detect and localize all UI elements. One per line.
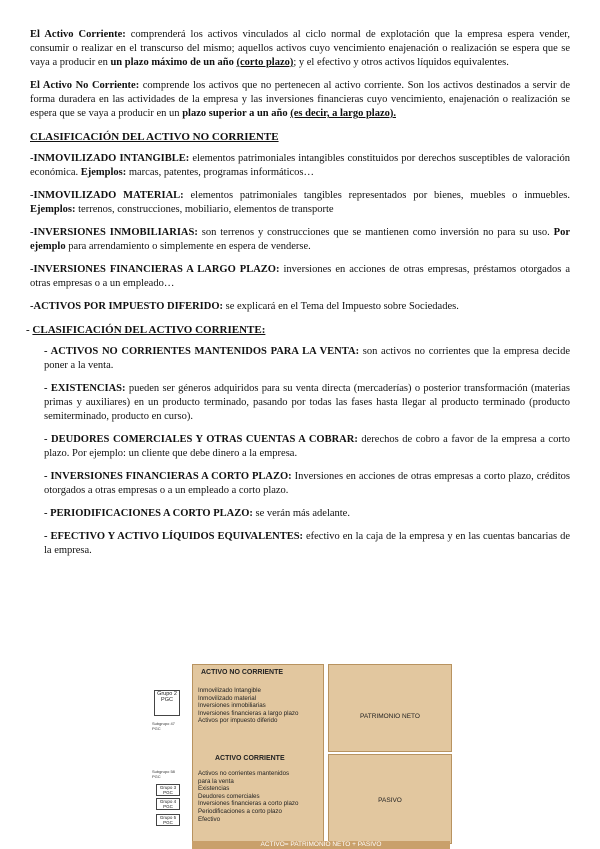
- heading-activo-no-corriente: CLASIFICACIÓN DEL ACTIVO NO CORRIENTE: [30, 131, 279, 143]
- activo-corriente-list: [198, 770, 298, 823]
- c-item-lead: - EFECTIVO Y ACTIVO LÍQUIDOS EQUIVALENTES:: [44, 531, 304, 542]
- diagram-list-item: Activos por impuesto diferido: [198, 717, 278, 725]
- nc-item: [30, 152, 570, 180]
- diagram-list-item: Inmovilizado material: [198, 694, 257, 702]
- c-item: [44, 507, 570, 521]
- pasivo-label: PASIVO: [378, 797, 402, 804]
- balance-sheet-diagram: [150, 664, 452, 848]
- c-item: [44, 433, 570, 461]
- document-page: [26, 28, 571, 567]
- bold-underlined-text: (es decir, a largo plazo).: [290, 108, 396, 119]
- nc-item-lead: -INVERSIONES INMOBILIARIAS:: [30, 227, 198, 238]
- nc-item-text: son terrenos y construcciones que se mantienen como inversión no para su uso.: [197, 227, 554, 238]
- diagram-list-item: Efectivo: [198, 815, 221, 823]
- bold-text: un plazo máximo de un año: [110, 57, 234, 68]
- nc-item-text: elementos patrimoniales intangibles constituidos por derechos susceptibles de valoración económica.: [30, 153, 570, 178]
- paragraph-activo-corriente: [30, 28, 570, 70]
- nc-item: [30, 189, 570, 217]
- diagram-list-item: Deudores comerciales: [198, 792, 260, 800]
- paragraph-text: comprende los activos que no pertenecen al activo corriente. Son los activos destinados a servir de forma duradera en las actividades de la empresa y las inversiones financieras cuyo vencimiento, enajenación o realización se espera que se vaya a producir en un: [30, 80, 570, 119]
- c-item-list: [30, 345, 570, 558]
- balance-equation: ACTIVO= PATRIMONIO NETO + PASIVO: [192, 841, 450, 849]
- grupo3-label: Grupo 3 PGC: [156, 784, 180, 796]
- term-activo-corriente: El Activo Corriente:: [30, 29, 126, 40]
- activo-corriente-title: ACTIVO CORRIENTE: [215, 755, 285, 762]
- paragraph-activo-no-corriente: [30, 79, 570, 121]
- activo-no-corriente-list: [198, 687, 298, 725]
- nc-item: [30, 300, 570, 314]
- c-item: [44, 530, 570, 558]
- nc-item-text: elementos patrimoniales tangibles representados por bienes, muebles o inmuebles.: [183, 190, 571, 201]
- pasivo-box: [328, 754, 452, 844]
- c-item-text: pueden ser géneros adquiridos para su venta directa (mercaderías) o posterior transformación (materias primas y auxiliares) en un producto terminado, pasando por todas las fases hasta llegar al producto terminado (producto semiterminado, producto en curso).: [44, 383, 571, 422]
- paragraph-tail: ; y el efectivo y otros activos líquidos equivalentes.: [293, 57, 509, 68]
- diagram-list-item: Inversiones inmobiliarias: [198, 702, 266, 710]
- c-item-lead: - EXISTENCIAS:: [44, 383, 126, 394]
- diagram-list-item: Periodificaciones a corto plazo: [198, 807, 282, 815]
- nc-item-example-label: Por ejemplo: [30, 227, 570, 252]
- activo-no-corriente-title: ACTIVO NO CORRIENTE: [201, 669, 284, 676]
- patrimonio-neto-box: [328, 664, 452, 752]
- diagram-list-item: Activos no corrientes mantenidos: [198, 770, 290, 777]
- nc-item-lead: -INMOVILIZADO MATERIAL:: [30, 190, 184, 201]
- diagram-list-item: Existencias: [198, 785, 230, 793]
- diagram-list-item: Inmovilizado Intangible: [198, 687, 261, 694]
- nc-item-text: inversiones en acciones de otras empresas, préstamos otorgados a otras empresas o a un empleado…: [30, 264, 571, 289]
- c-item-text: efectivo en la caja de la empresa y en las cuentas bancarias de la empresa.: [44, 531, 570, 556]
- c-item: [44, 470, 570, 498]
- c-item: [44, 382, 570, 424]
- diagram-list-item: Inversiones financieras a largo plazo: [198, 709, 299, 717]
- nc-item-tail: para arrendamiento o simplemente en espera de venderse.: [65, 241, 311, 252]
- patrimonio-neto-label: PATRIMONIO NETO: [360, 713, 420, 720]
- c-item-lead: - DEUDORES COMERCIALES Y OTRAS CUENTAS A COBRAR:: [44, 434, 358, 445]
- c-item-lead: - INVERSIONES FINANCIERAS A CORTO PLAZO:: [44, 471, 292, 482]
- nc-item: [30, 263, 570, 291]
- c-item-text: son activos no corrientes que la empresa decide poner a la venta.: [44, 346, 571, 371]
- subgrupo47-label: Subgrupo 47 PGC: [152, 721, 175, 731]
- nc-item-lead: -ACTIVOS POR IMPUESTO DIFERIDO:: [30, 301, 223, 312]
- nc-item-text: se explicará en el Tema del Impuesto sobre Sociedades.: [223, 301, 459, 312]
- paragraph-text: comprenderá los activos vinculados al ciclo normal de explotación que la empresa espera vender, consumir o realizar en el transcurso del mismo; aquellos activos cuyo vencimiento enajenación o realización se espera que se vaya a producir en: [30, 29, 570, 68]
- nc-item-tail: terrenos, construcciones, mobiliario, elementos de transporte: [75, 204, 334, 215]
- c-item: [44, 345, 570, 373]
- c-item-lead: - ACTIVOS NO CORRIENTES MANTENIDOS PARA LA VENTA:: [44, 346, 360, 357]
- c-item-text: se verán más adelante.: [252, 508, 350, 519]
- nc-item-example-label: Ejemplos:: [30, 204, 76, 215]
- c-item-text: derechos de cobro a favor de la empresa a corto plazo. Por ejemplo: un cliente que debe dinero a la empresa.: [44, 434, 570, 459]
- activo-box: [192, 664, 324, 844]
- heading-activo-corriente: [26, 323, 570, 337]
- nc-item-lead: -INVERSIONES FINANCIERAS A LARGO PLAZO:: [30, 264, 280, 275]
- nc-item-example-label: Ejemplos:: [80, 167, 127, 178]
- grupo2-label: Grupo 2 PGC: [154, 690, 180, 716]
- subgrupo58-label: Subgrupo 58 PGC: [152, 769, 175, 779]
- nc-item-list: [30, 152, 570, 314]
- nc-item: [30, 226, 570, 254]
- term-activo-no-corriente: El Activo No Corriente:: [30, 80, 140, 91]
- grupo4-label: Grupo 4 PGC: [156, 798, 180, 810]
- nc-item-lead: -INMOVILIZADO INTANGIBLE:: [30, 153, 190, 164]
- c-item-lead: - PERIODIFICACIONES A CORTO PLAZO:: [44, 508, 253, 519]
- heading-text: CLASIFICACIÓN DEL ACTIVO CORRIENTE:: [32, 324, 266, 336]
- bold-text: plazo superior a un año: [182, 108, 288, 119]
- diagram-list-item: para la venta: [198, 777, 234, 785]
- grupo5-label: Grupo 5 PGC: [156, 814, 180, 826]
- bold-underlined-text: (corto plazo): [236, 57, 294, 68]
- diagram-list-item: Inversiones financieras a corto plazo: [198, 800, 299, 808]
- c-item-text: Inversiones en acciones de otras empresas a corto plazo, créditos otorgados a otras empresas o a un empleado a corto plazo.: [44, 471, 570, 496]
- heading-prefix: -: [26, 324, 33, 336]
- nc-item-tail: marcas, patentes, programas informáticos…: [126, 167, 315, 178]
